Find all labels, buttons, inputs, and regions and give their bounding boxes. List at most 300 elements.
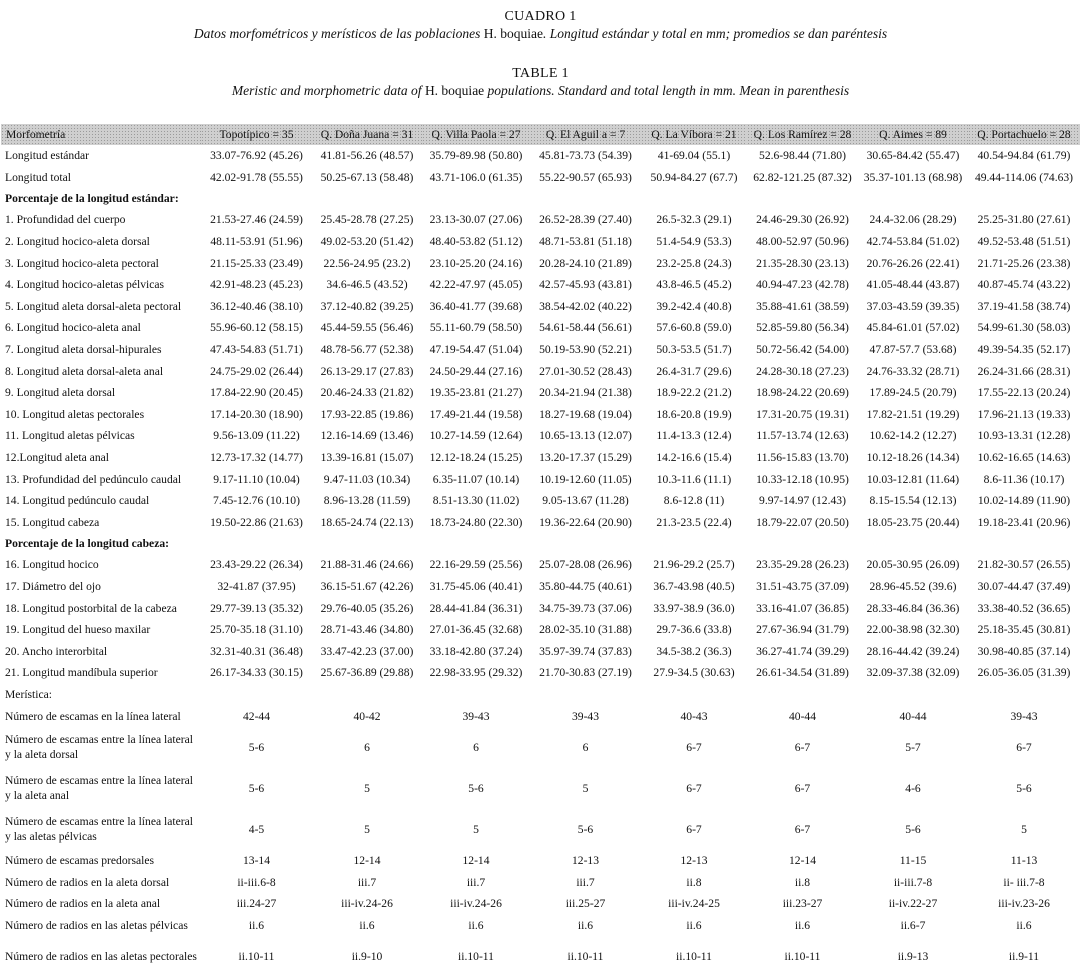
table-cell: 11.57-13.74 (12.63) (756, 429, 849, 443)
table-header-row (1, 124, 1080, 145)
table-cell: 36.15-51.67 (42.26) (320, 579, 414, 593)
table-cell: 24.46-29.30 (26.92) (756, 213, 849, 227)
table-cell: 40.87-45.74 (43.22) (977, 278, 1071, 292)
row-label: 13. Profundidad del pedúnculo caudal (5, 472, 182, 486)
table-cell: 13-14 (242, 854, 271, 868)
table-cell: 47.43-54.83 (51.71) (210, 343, 303, 357)
row-label: 16. Longitud hocico (5, 558, 99, 572)
table-cell: 10.03-12.81 (11.64) (866, 472, 960, 486)
table-cell: iii.7 (357, 875, 377, 889)
caption-english-post: populations. Standard and total length in mm. Mean in parenthesis (484, 83, 850, 98)
table-cell: 33.97-38.9 (36.0) (653, 601, 735, 615)
table-cell: 27.01-30.52 (28.43) (539, 364, 632, 378)
table-cell: 6-7 (794, 781, 811, 795)
table-cell: 13.20-17.37 (15.29) (539, 451, 632, 465)
table-cell: 18.65-24.74 (22.13) (320, 515, 414, 529)
table-cell: 20.76-26.26 (22.41) (866, 256, 960, 270)
table-cell: 29.7-36.6 (33.8) (656, 623, 732, 637)
table-cell: 30.98-40.85 (37.14) (977, 644, 1071, 658)
table-row (1, 167, 1080, 189)
table-cell: 9.17-11.10 (10.04) (213, 472, 300, 486)
table-cell: 55.96-60.12 (58.15) (210, 321, 303, 335)
table-cell: 54.99-61.30 (58.03) (977, 321, 1071, 335)
table-cell: 33.16-41.07 (36.85) (756, 601, 849, 615)
table-cell: 50.3-53.5 (51.7) (656, 343, 732, 357)
table-cell: 21.88-31.46 (24.66) (320, 558, 414, 572)
table-cell: 22.98-33.95 (29.32) (429, 666, 523, 680)
table-cell: 25.18-35.45 (30.81) (977, 623, 1071, 637)
section-label: Porcentaje de la longitud cabeza: (5, 537, 170, 551)
table-row (1, 705, 1080, 727)
header-population: Q. Aimes = 89 (858, 124, 968, 145)
table-cell: 31.75-45.06 (40.41) (429, 579, 523, 593)
table-cell: 6-7 (686, 822, 702, 836)
table-cell: 10.27-14.59 (12.64) (429, 429, 523, 443)
table-cell: 43.71-106.0 (61.35) (429, 170, 523, 184)
table-cell: ii.10-11 (676, 950, 712, 964)
table-cell: 49.02-53.20 (51.42) (320, 235, 414, 249)
section-row (1, 188, 1080, 209)
table-cell: 26.13-29.17 (27.83) (320, 364, 414, 378)
table-cell: 48.11-53.91 (51.96) (210, 235, 303, 249)
table-cell: 9.05-13.67 (11.28) (542, 494, 629, 508)
table-cell: 18.9-22.2 (21.2) (656, 386, 732, 400)
table-cell: 17.93-22.85 (19.86) (320, 407, 414, 421)
table-cell: 6 (364, 740, 370, 754)
table-cell: 23.35-29.28 (26.23) (756, 558, 849, 572)
table-cell: ii.8 (686, 875, 702, 889)
table-cell: 6-7 (1016, 740, 1032, 754)
table-cell: 6-7 (686, 740, 702, 754)
row-label: Número de escamas predorsales (5, 854, 155, 868)
table-cell: 24.75-29.02 (26.44) (210, 364, 303, 378)
table-cell: 32-41.87 (37.95) (217, 579, 296, 593)
table-cell: 26.05-36.05 (31.39) (977, 666, 1071, 680)
row-label: Longitud estándar (5, 149, 90, 163)
table-cell: 17.49-21.44 (19.58) (429, 407, 523, 421)
table-cell: 6-7 (794, 822, 811, 836)
table-cell: 21.53-27.46 (24.59) (210, 213, 303, 227)
table-cell: 17.89-24.5 (20.79) (869, 386, 957, 400)
table-cell: 12-14 (788, 854, 817, 868)
table-cell: 10.19-12.60 (11.05) (539, 472, 632, 486)
table-cell: 50.94-84.27 (67.7) (650, 170, 738, 184)
table-cell: ii-iii.6-8 (237, 875, 276, 889)
table-row (1, 209, 1080, 231)
table-cell: 10.93-13.31 (12.28) (977, 429, 1071, 443)
table-cell: 9.56-13.09 (11.22) (213, 429, 300, 443)
row-label: 11. Longitud aletas pélvicas (5, 429, 135, 443)
table-cell: 5 (582, 781, 589, 795)
table-cell: 23.2-25.8 (24.3) (656, 256, 732, 270)
table-cell: 32.09-37.38 (32.09) (866, 666, 960, 680)
caption-spanish (0, 9, 1081, 42)
table-cell: 28.96-45.52 (39.6) (869, 579, 957, 593)
table-cell: 17.14-20.30 (18.90) (210, 407, 303, 421)
table-cell: 6-7 (686, 781, 702, 795)
table-cell: 4-6 (905, 781, 921, 795)
table-cell: 21.82-30.57 (26.55) (977, 558, 1071, 572)
table-cell: ii.9-11 (1008, 950, 1040, 964)
table-row (1, 404, 1080, 426)
row-label: Número de escamas entre la línea lateral y la aleta anal (5, 774, 193, 803)
table-cell: 8.96-13.28 (11.59) (323, 494, 411, 508)
row-label: Número de radios en las aletas pélvicas (5, 918, 188, 932)
table-cell: 26.24-31.66 (28.31) (977, 364, 1071, 378)
table-cell: ii.10-11 (567, 950, 604, 964)
table-row (1, 597, 1080, 619)
table-cell: iii.23-27 (782, 897, 823, 911)
table-row (1, 512, 1080, 534)
table-cell: 40.54-94.84 (61.79) (977, 149, 1071, 163)
table-cell: ii.9-10 (351, 950, 383, 964)
table-cell: 28.44-41.84 (36.31) (429, 601, 523, 615)
table-cell: 11-15 (899, 854, 927, 868)
table-cell: iii-iv.24-26 (341, 897, 393, 911)
table-cell: 28.71-43.46 (34.80) (320, 623, 414, 637)
table-cell: 21.15-25.33 (23.49) (210, 256, 303, 270)
table-row (1, 893, 1080, 915)
table-cell: iii-iv.24-26 (450, 897, 502, 911)
table-cell: 21.71-25.26 (23.38) (977, 256, 1071, 270)
header-population: Q. El Aguil a = 7 (530, 124, 641, 145)
section-row (1, 684, 1080, 706)
table-cell: iii.25-27 (565, 897, 606, 911)
table-cell: 42.74-53.84 (51.02) (866, 235, 960, 249)
table-cell: 12-14 (462, 854, 490, 868)
table-cell: 47.87-57.7 (53.68) (869, 343, 957, 357)
table-cell: 36.27-41.74 (39.29) (756, 644, 849, 658)
section-row (1, 533, 1080, 554)
table-cell: 21.70-30.83 (27.19) (539, 666, 632, 680)
table-cell: 41-69.04 (55.1) (657, 149, 731, 163)
header-population: Q. Los Ramírez = 28 (747, 124, 858, 145)
table-cell: 31.51-43.75 (37.09) (756, 579, 849, 593)
table-cell: 5 (364, 822, 370, 836)
table-cell: 37.12-40.82 (39.25) (320, 299, 414, 313)
table-cell: ii-iv.22-27 (888, 897, 938, 911)
row-label: 9. Longitud aleta dorsal (5, 386, 116, 400)
row-label: 6. Longitud hocico-aleta anal (5, 321, 141, 335)
table-cell: 24.50-29.44 (27.16) (429, 364, 523, 378)
table-cell: 34.5-38.2 (36.3) (656, 644, 732, 658)
table-cell: 17.82-21.51 (19.29) (866, 407, 960, 421)
table-cell: 18.27-19.68 (19.04) (539, 407, 632, 421)
table-cell: 10.65-13.13 (12.07) (539, 429, 632, 443)
row-label: Número de radios en las aletas pectorales (5, 950, 197, 964)
table-cell: 19.50-22.86 (21.63) (210, 515, 303, 529)
table-cell: 34.75-39.73 (37.06) (539, 601, 632, 615)
table-cell: 27.9-34.5 (30.63) (653, 666, 735, 680)
row-label: 2. Longitud hocico-aleta dorsal (5, 235, 150, 249)
table-cell: 45.44-59.55 (56.46) (320, 321, 414, 335)
table-cell: ii.10-11 (238, 950, 275, 964)
table-row (1, 727, 1080, 768)
table-row (1, 425, 1080, 447)
row-label: 1. Profundidad del cuerpo (5, 213, 126, 227)
table-cell: 25.07-28.08 (26.96) (539, 558, 632, 572)
table-cell: 42.57-45.93 (43.81) (539, 278, 632, 292)
row-label: 17. Diámetro del ojo (5, 579, 101, 593)
table-cell: 5-6 (468, 781, 484, 795)
table-cell: 39-43 (462, 709, 490, 723)
row-label: 15. Longitud cabeza (5, 515, 100, 529)
table-cell: 54.61-58.44 (56.61) (539, 321, 632, 335)
table-cell: 45.84-61.01 (57.02) (866, 321, 960, 335)
table-cell: 33.47-42.23 (37.00) (320, 644, 414, 658)
table-cell: 35.37-101.13 (68.98) (863, 170, 963, 184)
table-row (1, 447, 1080, 469)
table-cell: 35.79-89.98 (50.80) (429, 149, 523, 163)
table-cell: 25.25-31.80 (27.61) (977, 213, 1071, 227)
table-cell: 20.05-30.95 (26.09) (866, 558, 960, 572)
table-cell: 47.19-54.47 (51.04) (429, 343, 523, 357)
table-cell: 37.03-43.59 (39.35) (866, 299, 960, 313)
table-cell: 20.46-24.33 (21.82) (320, 386, 414, 400)
caption-spanish-title: CUADRO 1 (504, 9, 577, 24)
table-cell: 40-42 (353, 709, 381, 723)
table-cell: 9.47-11.03 (10.34) (323, 472, 411, 486)
table-cell: 5 (364, 781, 370, 795)
table-cell: ii.9-13 (897, 950, 929, 964)
table-cell: ii.6 (686, 918, 702, 932)
table-cell: 25.70-35.18 (31.10) (210, 623, 303, 637)
table-cell: 30.65-84.42 (55.47) (866, 149, 960, 163)
table-cell: 52.85-59.80 (56.34) (756, 321, 849, 335)
table-cell: 43.8-46.5 (45.2) (656, 278, 732, 292)
table-cell: 4-5 (248, 822, 265, 836)
row-label: 14. Longitud pedúnculo caudal (5, 494, 150, 508)
table-cell: 35.88-41.61 (38.59) (756, 299, 849, 313)
table-cell: 32.31-40.31 (36.48) (210, 644, 303, 658)
table-cell: 18.05-23.75 (20.44) (866, 515, 960, 529)
table-cell: 39-43 (571, 709, 600, 723)
table-cell: 39.2-42.4 (40.8) (656, 299, 732, 313)
table-cell: 40.94-47.23 (42.78) (756, 278, 849, 292)
table-cell: 28.16-44.42 (39.24) (866, 644, 960, 658)
table-cell: 12-13 (571, 854, 600, 868)
table-cell: 50.25-67.13 (58.48) (320, 170, 414, 184)
caption-spanish-species: H. boquiae (483, 26, 543, 41)
table-row (1, 231, 1080, 253)
table-cell: 5-6 (248, 740, 265, 754)
table-cell: ii.6 (359, 918, 375, 932)
table-cell: ii.8 (794, 875, 811, 889)
table-cell: 9.97-14.97 (12.43) (759, 494, 846, 508)
table-cell: 5-6 (577, 822, 594, 836)
table-cell: 10.3-11.6 (11.1) (656, 472, 732, 486)
table-row (1, 662, 1080, 684)
table-cell: 24.4-32.06 (28.29) (869, 213, 957, 227)
table-cell: iii-iv.23-26 (998, 897, 1050, 911)
table-cell: 6-7 (794, 740, 811, 754)
row-label: 19. Longitud del hueso maxilar (5, 623, 151, 637)
table-cell: 5-6 (905, 822, 921, 836)
row-label: 4. Longitud hocico-aletas pélvicas (5, 278, 165, 292)
table-cell: 21.35-28.30 (23.13) (756, 256, 849, 270)
table-cell: 35.80-44.75 (40.61) (539, 579, 632, 593)
row-label: 20. Ancho interorbital (5, 644, 108, 658)
table-row (1, 871, 1080, 893)
table-cell: iii-iv.24-25 (668, 897, 720, 911)
table-cell: 36.7-43.98 (40.5) (653, 579, 735, 593)
table-row (1, 274, 1080, 296)
header-morfometria: Morfometría (1, 124, 201, 145)
table-cell: 42.02-91.78 (55.55) (210, 170, 303, 184)
table-cell: 5 (1021, 822, 1027, 836)
table-cell: 12.16-14.69 (13.46) (320, 429, 414, 443)
table-cell: 8.15-15.54 (12.13) (869, 494, 957, 508)
caption-english-species: H. boquiae (424, 83, 485, 98)
table-cell: 36.40-41.77 (39.68) (429, 299, 523, 313)
table-cell: 26.61-34.54 (31.89) (756, 666, 849, 680)
table-cell: 27.01-36.45 (32.68) (429, 623, 523, 637)
table-cell: 51.4-54.9 (53.3) (656, 235, 732, 249)
table-cell: 41.81-56.26 (48.57) (320, 149, 414, 163)
table-cell: 48.40-53.82 (51.12) (429, 235, 523, 249)
table-row (1, 850, 1080, 872)
table-cell: 52.6-98.44 (71.80) (759, 149, 846, 163)
table-cell: iii.7 (576, 875, 595, 889)
table-cell: 10.33-12.18 (10.95) (756, 472, 849, 486)
table-row (1, 619, 1080, 641)
table-cell: 25.67-36.89 (29.88) (320, 666, 414, 680)
table-cell: 26.4-31.7 (29.6) (656, 364, 732, 378)
caption-english-text (0, 82, 1081, 99)
table-row (1, 490, 1080, 512)
table-row (1, 382, 1080, 404)
table-cell: 12.73-17.32 (14.77) (210, 451, 303, 465)
table-cell: 12.12-18.24 (15.25) (429, 451, 523, 465)
table-cell: 62.82-121.25 (87.32) (753, 170, 852, 184)
row-label: 18. Longitud postorbital de la cabeza (5, 601, 177, 615)
table-cell: 8.51-13.30 (11.02) (432, 494, 520, 508)
caption-english-title: TABLE 1 (512, 66, 569, 81)
table-cell: 11-13 (1010, 854, 1038, 868)
table-cell: 24.28-30.18 (27.23) (756, 364, 849, 378)
table-cell: 26.5-32.3 (29.1) (656, 213, 732, 227)
table-cell: 55.22-90.57 (65.93) (539, 170, 632, 184)
table-row (1, 252, 1080, 274)
table-cell: 50.72-56.42 (54.00) (756, 343, 849, 357)
table-row (1, 360, 1080, 382)
table-cell: 19.18-23.41 (20.96) (977, 515, 1071, 529)
table-cell: 5-6 (1016, 781, 1032, 795)
table-cell: 24.76-33.32 (28.71) (866, 364, 960, 378)
row-label: Número de escamas entre la línea lateral y la aleta dorsal (5, 733, 193, 762)
table-row (1, 640, 1080, 662)
table-cell: 34.6-46.5 (43.52) (326, 278, 408, 292)
row-label: 12.Longitud aleta anal (5, 451, 109, 465)
table-cell: 26.17-34.33 (30.15) (210, 666, 303, 680)
table-cell: 49.44-114.06 (74.63) (974, 170, 1074, 184)
table-cell: 48.71-53.81 (51.18) (539, 235, 632, 249)
table-row (1, 936, 1080, 977)
table-cell: 23.10-25.20 (24.16) (429, 256, 523, 270)
caption-english-pre: Meristic and morphometric data of (231, 83, 425, 98)
table-cell: 35.97-39.74 (37.83) (539, 644, 632, 658)
table-row (1, 317, 1080, 339)
table-cell: 13.39-16.81 (15.07) (320, 451, 414, 465)
row-label: 8. Longitud aleta dorsal-aleta anal (5, 364, 164, 378)
table-cell: 39-43 (1010, 709, 1038, 723)
table-cell: 40-43 (680, 709, 708, 723)
row-label: 5. Longitud aleta dorsal-aleta pectoral (5, 299, 182, 313)
table-cell: 40-44 (788, 709, 817, 723)
table-cell: 50.19-53.90 (52.21) (539, 343, 632, 357)
caption-spanish-post: . Longitud estándar y total en mm; promedios se dan paréntesis (542, 26, 888, 41)
table-cell: 42.22-47.97 (45.05) (429, 278, 523, 292)
caption-spanish-text (0, 25, 1081, 42)
table-cell: 21.3-23.5 (22.4) (656, 515, 732, 529)
table-cell: 40-44 (899, 709, 927, 723)
section-label: Porcentaje de la longitud estándar: (5, 192, 179, 206)
table-cell: 49.39-54.35 (52.17) (977, 343, 1071, 357)
table-cell: 48.00-52.97 (50.96) (756, 235, 849, 249)
table-cell: 27.67-36.94 (31.79) (756, 623, 849, 637)
table-cell: 29.77-39.13 (35.32) (210, 601, 303, 615)
table-cell: 30.07-44.47 (37.49) (977, 579, 1071, 593)
table-cell: 12-13 (680, 854, 708, 868)
table-cell: 29.76-40.05 (35.26) (320, 601, 414, 615)
row-label: Longitud total (5, 170, 72, 184)
table-cell: 22.56-24.95 (23.2) (323, 256, 411, 270)
caption-english (0, 66, 1081, 99)
table-cell: 12-14 (353, 854, 381, 868)
row-label: 3. Longitud hocico-aleta pectoral (5, 256, 159, 270)
table-cell: 5-7 (905, 740, 921, 754)
table-cell: 14.2-16.6 (15.4) (656, 451, 732, 465)
table-cell: ii-iii.7-8 (893, 875, 933, 889)
table-cell: iii.7 (466, 875, 486, 889)
table-row (1, 576, 1080, 598)
table-cell: 23.43-29.22 (26.34) (210, 558, 303, 572)
table-cell: 19.36-22.64 (20.90) (539, 515, 632, 529)
row-label: Número de radios en la aleta anal (5, 897, 161, 911)
table-row (1, 296, 1080, 318)
table-cell: 17.96-21.13 (19.33) (977, 407, 1071, 421)
table-cell: 36.12-40.46 (38.10) (210, 299, 303, 313)
table-cell: 19.35-23.81 (21.27) (429, 386, 523, 400)
table-cell: 17.31-20.75 (19.31) (756, 407, 849, 421)
table-cell: 33.38-40.52 (36.65) (977, 601, 1071, 615)
table-cell: ii.6 (248, 918, 265, 932)
table-cell: 48.78-56.77 (52.38) (320, 343, 414, 357)
table-cell: ii.6 (468, 918, 484, 932)
table-cell: 42-44 (242, 709, 271, 723)
table-cell: 6.35-11.07 (10.14) (432, 472, 520, 486)
table-cell: 8.6-11.36 (10.17) (983, 472, 1065, 486)
table-cell: ii- iii.7-8 (1003, 875, 1045, 889)
table-row (1, 339, 1080, 361)
header-population: Q. Doña Juana = 31 (312, 124, 422, 145)
table-cell: 21.96-29.2 (25.7) (653, 558, 735, 572)
table-cell: 28.02-35.10 (31.88) (539, 623, 632, 637)
table-cell: 18.6-20.8 (19.9) (656, 407, 732, 421)
row-label: 7. Longitud aleta dorsal-hipurales (5, 343, 162, 357)
table-cell: 18.73-24.80 (22.30) (429, 515, 523, 529)
table-cell: 10.02-14.89 (11.90) (977, 494, 1071, 508)
data-table (1, 124, 1080, 977)
table-cell: 8.6-12.8 (11) (663, 494, 725, 508)
table-cell: 7.45-12.76 (10.10) (213, 494, 300, 508)
table-cell: 28.33-46.84 (36.36) (866, 601, 960, 615)
table-cell: 10.62-16.65 (14.63) (977, 451, 1071, 465)
table-cell: 6 (473, 740, 479, 754)
section-label: Merística: (5, 687, 53, 701)
table-row (1, 768, 1080, 809)
table-row (1, 468, 1080, 490)
